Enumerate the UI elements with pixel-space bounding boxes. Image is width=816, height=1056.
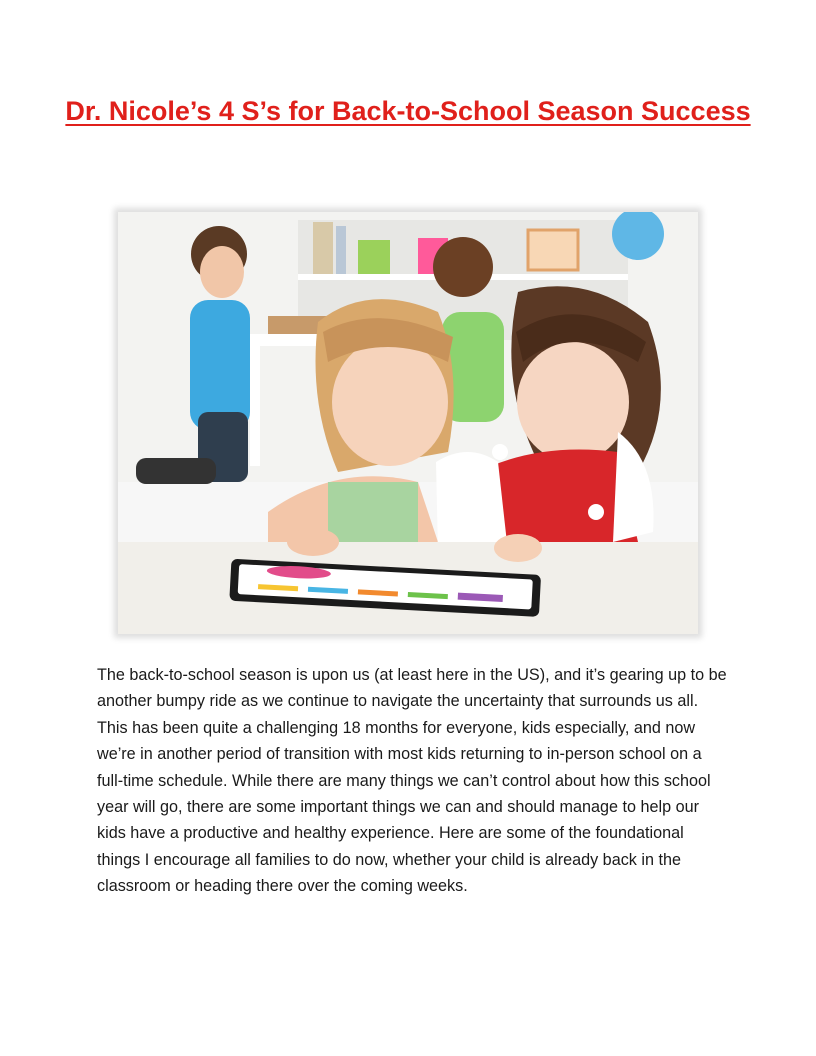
page-title: Dr. Nicole’s 4 S’s for Back-to-School Season Success xyxy=(65,96,751,126)
article-photo xyxy=(118,212,698,634)
children-tablet-illustration xyxy=(118,212,698,634)
intro-paragraph: The back-to-school season is upon us (at least here in the US), and it’s gearing up to be another bumpy ride as we continue to navigate the uncertainty that surrounds us all. This has been quite a challenging 18 months for everyone, kids especially, and now we’re in another period of transition with most kids returning to in-person school on a full-time schedule. While there are many things we can’t control about how this school year will go, there are some important things we can and should manage to help our kids have a productive and healthy experience. Here are some of the foundational things I encourage all families to do now, whether your child is already back in the classroom or heading there over the coming weeks. xyxy=(97,666,727,896)
